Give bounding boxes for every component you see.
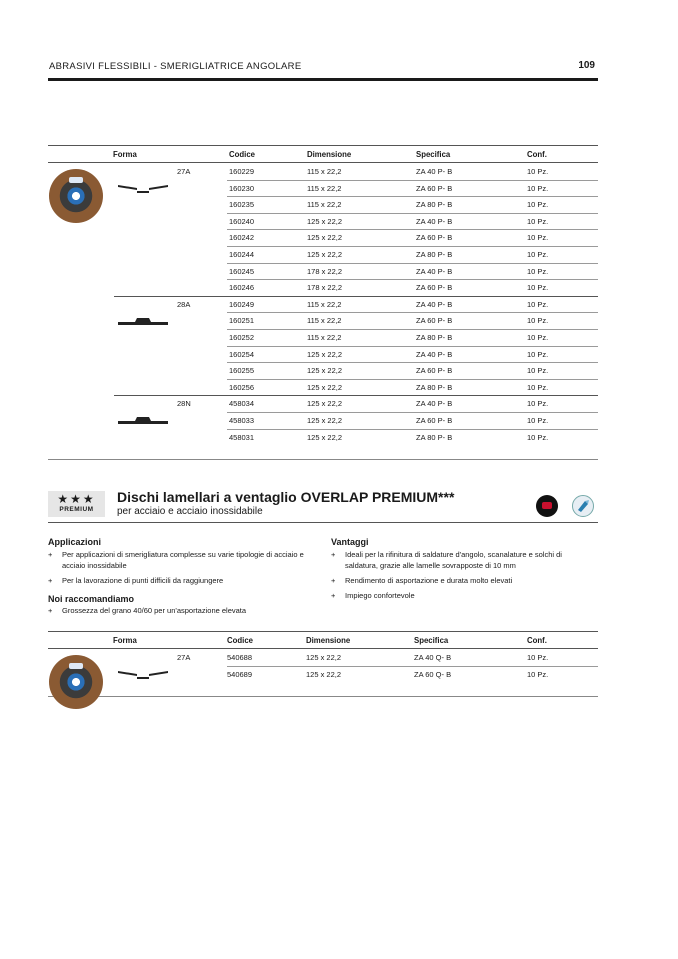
product-table-1 — [48, 145, 598, 442]
cell-codice: 160235 — [229, 200, 255, 210]
cell-conf: 10 Pz. — [527, 653, 549, 662]
cell-specifica: ZA 60 P- B — [416, 233, 453, 243]
disc-profile-icon — [117, 669, 169, 679]
shape-label: 27A — [177, 167, 191, 176]
cell-specifica: ZA 80 P- B — [416, 382, 453, 392]
product-subtitle: per acciaio e acciaio inossidabile — [117, 506, 263, 517]
col-conf: Conf. — [527, 150, 547, 159]
product-rule — [48, 522, 598, 523]
list-item: + Impiego confortevole — [331, 591, 415, 600]
col-codice: Codice — [229, 150, 255, 159]
cell-dimensione: 125 x 22,2 — [307, 250, 343, 259]
cell-dimensione: 178 x 22,2 — [307, 266, 343, 276]
cell-codice: 160246 — [229, 283, 255, 293]
cell-codice: 160244 — [229, 250, 255, 259]
cell-dimensione: 115 x 22,2 — [307, 167, 342, 176]
row-divider — [227, 180, 598, 181]
product-table-2 — [48, 631, 598, 679]
disc-profile-icon — [117, 415, 169, 425]
cell-codice: 160252 — [229, 333, 255, 342]
cell-conf: 10 Pz. — [527, 349, 549, 359]
cell-codice: 160249 — [229, 299, 255, 309]
cell-dimensione: 178 x 22,2 — [307, 283, 343, 293]
cell-dimensione: 125 x 22,2 — [307, 382, 343, 392]
premium-label: PREMIUM — [59, 506, 94, 513]
row-divider — [227, 412, 598, 413]
table-end-rule — [48, 696, 598, 697]
cell-codice: 160242 — [229, 233, 255, 243]
col-forma: Forma — [113, 636, 137, 645]
cell-codice: 160254 — [229, 349, 255, 359]
cell-specifica: ZA 40 P- B — [416, 399, 453, 409]
row-divider — [227, 229, 598, 230]
flap-disc-image — [49, 169, 103, 223]
cell-dimensione: 125 x 22,2 — [306, 653, 342, 662]
cell-codice: 458033 — [229, 416, 255, 425]
cell-dimensione: 125 x 22,2 — [307, 432, 343, 442]
cell-codice: 160256 — [229, 382, 255, 392]
list-item: + Ideali per la rifinitura di saldature d'angolo, scanalature e solchi di — [331, 550, 562, 559]
cell-dimensione: 125 x 22,2 — [307, 366, 343, 376]
cell-codice: 160230 — [229, 183, 255, 193]
cell-specifica: ZA 80 P- B — [416, 333, 453, 342]
col-specifica: Specifica — [414, 636, 449, 645]
cell-conf: 10 Pz. — [527, 200, 549, 210]
cell-conf: 10 Pz. — [527, 250, 549, 259]
applicazioni-heading: Applicazioni — [48, 537, 102, 547]
premium-badge — [48, 491, 105, 517]
cell-dimensione: 125 x 22,2 — [306, 669, 342, 679]
cell-conf: 10 Pz. — [527, 283, 549, 293]
col-conf: Conf. — [527, 636, 547, 645]
col-forma: Forma — [113, 150, 137, 159]
cell-dimensione: 125 x 22,2 — [307, 399, 343, 409]
cell-specifica: ZA 40 Q- B — [414, 653, 452, 662]
cell-conf: 10 Pz. — [527, 233, 549, 243]
disc-profile-icon — [117, 316, 169, 326]
cell-dimensione: 115 x 22,2 — [307, 183, 342, 193]
row-divider — [227, 329, 598, 330]
cell-codice: 160240 — [229, 216, 255, 226]
cell-dimensione: 115 x 22,2 — [307, 316, 342, 326]
cell-dimensione: 115 x 22,2 — [307, 333, 342, 342]
cell-codice: 160251 — [229, 316, 255, 326]
list-item-continuation: saldatura, grazie alle lamelle sovrapposte di 10 mm — [345, 561, 516, 570]
cell-specifica: ZA 40 P- B — [416, 216, 453, 226]
cell-conf: 10 Pz. — [527, 299, 549, 309]
cell-codice: 160229 — [229, 167, 255, 176]
cell-specifica: ZA 80 P- B — [416, 432, 453, 442]
row-divider — [227, 379, 598, 380]
cell-codice: 458031 — [229, 432, 255, 442]
cell-conf: 10 Pz. — [527, 216, 549, 226]
cell-dimensione: 115 x 22,2 — [307, 200, 342, 210]
row-divider — [114, 296, 598, 297]
table-end-rule — [48, 459, 598, 460]
cell-specifica: ZA 40 P- B — [416, 266, 453, 276]
row-divider — [227, 429, 598, 430]
cell-conf: 10 Pz. — [527, 399, 549, 409]
cell-dimensione: 125 x 22,2 — [307, 416, 343, 425]
col-codice: Codice — [227, 636, 253, 645]
cell-codice: 160255 — [229, 366, 255, 376]
cell-conf: 10 Pz. — [527, 333, 549, 342]
flap-disc-image — [49, 655, 103, 709]
cell-dimensione: 125 x 22,2 — [307, 349, 343, 359]
col-dimensione: Dimensione — [306, 636, 351, 645]
cell-specifica: ZA 60 P- B — [416, 283, 453, 293]
col-dimensione: Dimensione — [307, 150, 352, 159]
cell-specifica: ZA 60 P- B — [416, 183, 453, 193]
disc-profile-icon — [117, 183, 169, 193]
list-item: + Rendimento di asportazione e durata molto elevati — [331, 576, 513, 585]
cell-codice: 160245 — [229, 266, 255, 276]
raccomandiamo-heading: Noi raccomandiamo — [48, 594, 135, 604]
header-rule — [48, 78, 598, 81]
row-divider — [227, 362, 598, 363]
cell-conf: 10 Pz. — [527, 432, 549, 442]
cell-conf: 10 Pz. — [527, 382, 549, 392]
row-divider — [227, 312, 598, 313]
cutting-material-icon — [536, 495, 558, 517]
row-divider — [227, 246, 598, 247]
cell-specifica: ZA 40 P- B — [416, 167, 453, 176]
list-item: + Per la lavorazione di punti difficili da raggiungere — [48, 576, 224, 585]
vantaggi-heading: Vantaggi — [331, 537, 369, 547]
section-title: ABRASIVI FLESSIBILI - SMERIGLIATRICE ANGOLARE — [49, 61, 302, 72]
cell-conf: 10 Pz. — [527, 366, 549, 376]
cell-conf: 10 Pz. — [527, 416, 549, 425]
cell-specifica: ZA 60 P- B — [416, 366, 453, 376]
list-item: + Per applicazioni di smerigliatura complesse su varie tipologie di acciaio e — [48, 550, 304, 559]
row-divider — [227, 346, 598, 347]
cell-specifica: ZA 40 P- B — [416, 299, 453, 309]
cell-specifica: ZA 80 P- B — [416, 200, 453, 210]
cell-dimensione: 115 x 22,2 — [307, 299, 342, 309]
page-number: 109 — [578, 60, 595, 71]
cell-conf: 10 Pz. — [527, 266, 549, 276]
cell-conf: 10 Pz. — [527, 669, 549, 679]
row-divider — [227, 213, 598, 214]
cell-dimensione: 125 x 22,2 — [307, 216, 343, 226]
row-divider — [227, 279, 598, 280]
cell-codice: 540688 — [227, 653, 253, 662]
cell-conf: 10 Pz. — [527, 316, 549, 326]
col-specifica: Specifica — [416, 150, 451, 159]
table-header — [48, 145, 598, 163]
list-item-continuation: acciaio inossidabile — [62, 561, 127, 570]
row-divider — [227, 196, 598, 197]
cell-conf: 10 Pz. — [527, 183, 549, 193]
cell-specifica: ZA 60 P- B — [416, 416, 453, 425]
cell-specifica: ZA 60 P- B — [416, 316, 453, 326]
stars-icon: ★★★ — [57, 492, 96, 506]
product-title: Dischi lamellari a ventaglio OVERLAP PREMIUM*** — [117, 489, 455, 505]
cell-codice: 540689 — [227, 669, 253, 679]
row-divider — [114, 395, 598, 396]
cell-specifica: ZA 80 P- B — [416, 250, 453, 259]
shape-label: 28A — [177, 299, 191, 309]
steel-application-icon — [572, 495, 594, 517]
shape-label: 28N — [177, 399, 191, 409]
cell-specifica: ZA 60 Q- B — [414, 669, 452, 679]
row-divider — [227, 666, 598, 667]
cell-codice: 458034 — [229, 399, 255, 409]
shape-label: 27A — [177, 653, 191, 662]
table-header — [48, 631, 598, 649]
row-divider — [227, 263, 598, 264]
cell-specifica: ZA 40 P- B — [416, 349, 453, 359]
list-item: + Grossezza del grano 40/60 per un'asportazione elevata — [48, 606, 247, 615]
cell-conf: 10 Pz. — [527, 167, 549, 176]
cell-dimensione: 125 x 22,2 — [307, 233, 343, 243]
